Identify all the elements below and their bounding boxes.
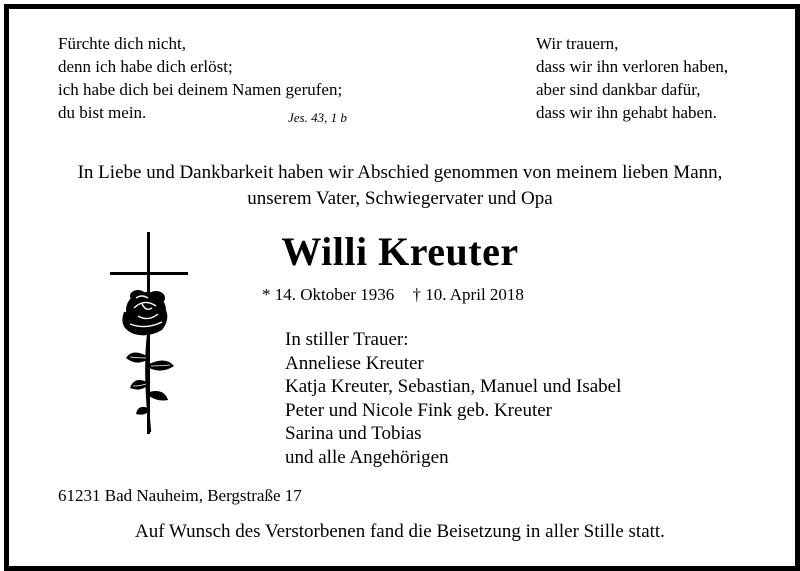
deceased-name: Willi Kreuter xyxy=(281,229,519,274)
mourner-entry: Peter und Nicole Fink geb. Kreuter xyxy=(285,399,552,421)
mourner-entry: Anneliese Kreuter xyxy=(285,352,424,374)
intro-line-2: unserem Vater, Schwiegervater und Opa xyxy=(247,188,553,209)
verse-right xyxy=(536,32,728,124)
mourner-entry: und alle Angehörigen xyxy=(285,446,449,468)
verse-left-line: ich habe dich bei deinem Namen gerufen; xyxy=(58,80,343,99)
verse-right-line: aber sind dankbar dafür, xyxy=(536,80,701,99)
birth-date: * 14. Oktober 1936 xyxy=(262,285,395,304)
life-dates xyxy=(262,285,538,305)
mourners-list xyxy=(285,328,621,469)
verse-right-line: dass wir ihn verloren haben, xyxy=(536,57,729,76)
verse-left-line: du bist mein. xyxy=(58,103,147,122)
intro-text xyxy=(0,160,800,212)
death-date: † 10. April 2018 xyxy=(412,285,524,304)
verse-right-line: Wir trauern, xyxy=(536,34,619,53)
verse-left-line: Fürchte dich nicht, xyxy=(58,34,186,53)
address: 61231 Bad Nauheim, Bergstraße 17 xyxy=(58,486,302,505)
verse-left-line: denn ich habe dich erlöst; xyxy=(58,57,233,76)
burial-notice: Auf Wunsch des Verstorbenen fand die Beisetzung in aller Stille statt. xyxy=(135,521,665,542)
mourners-heading: In stiller Trauer: xyxy=(285,329,409,350)
intro-line-1: In Liebe und Dankbarkeit haben wir Abschied genommen von meinem lieben Mann, xyxy=(77,162,723,183)
mourner-entry: Sarina und Tobias xyxy=(285,423,422,444)
mourner-entry: Katja Kreuter, Sebastian, Manuel und Isabel xyxy=(285,376,622,397)
bible-citation: Jes. 43, 1 b xyxy=(288,110,347,125)
verse-right-line: dass wir ihn gehabt haben. xyxy=(536,103,717,122)
